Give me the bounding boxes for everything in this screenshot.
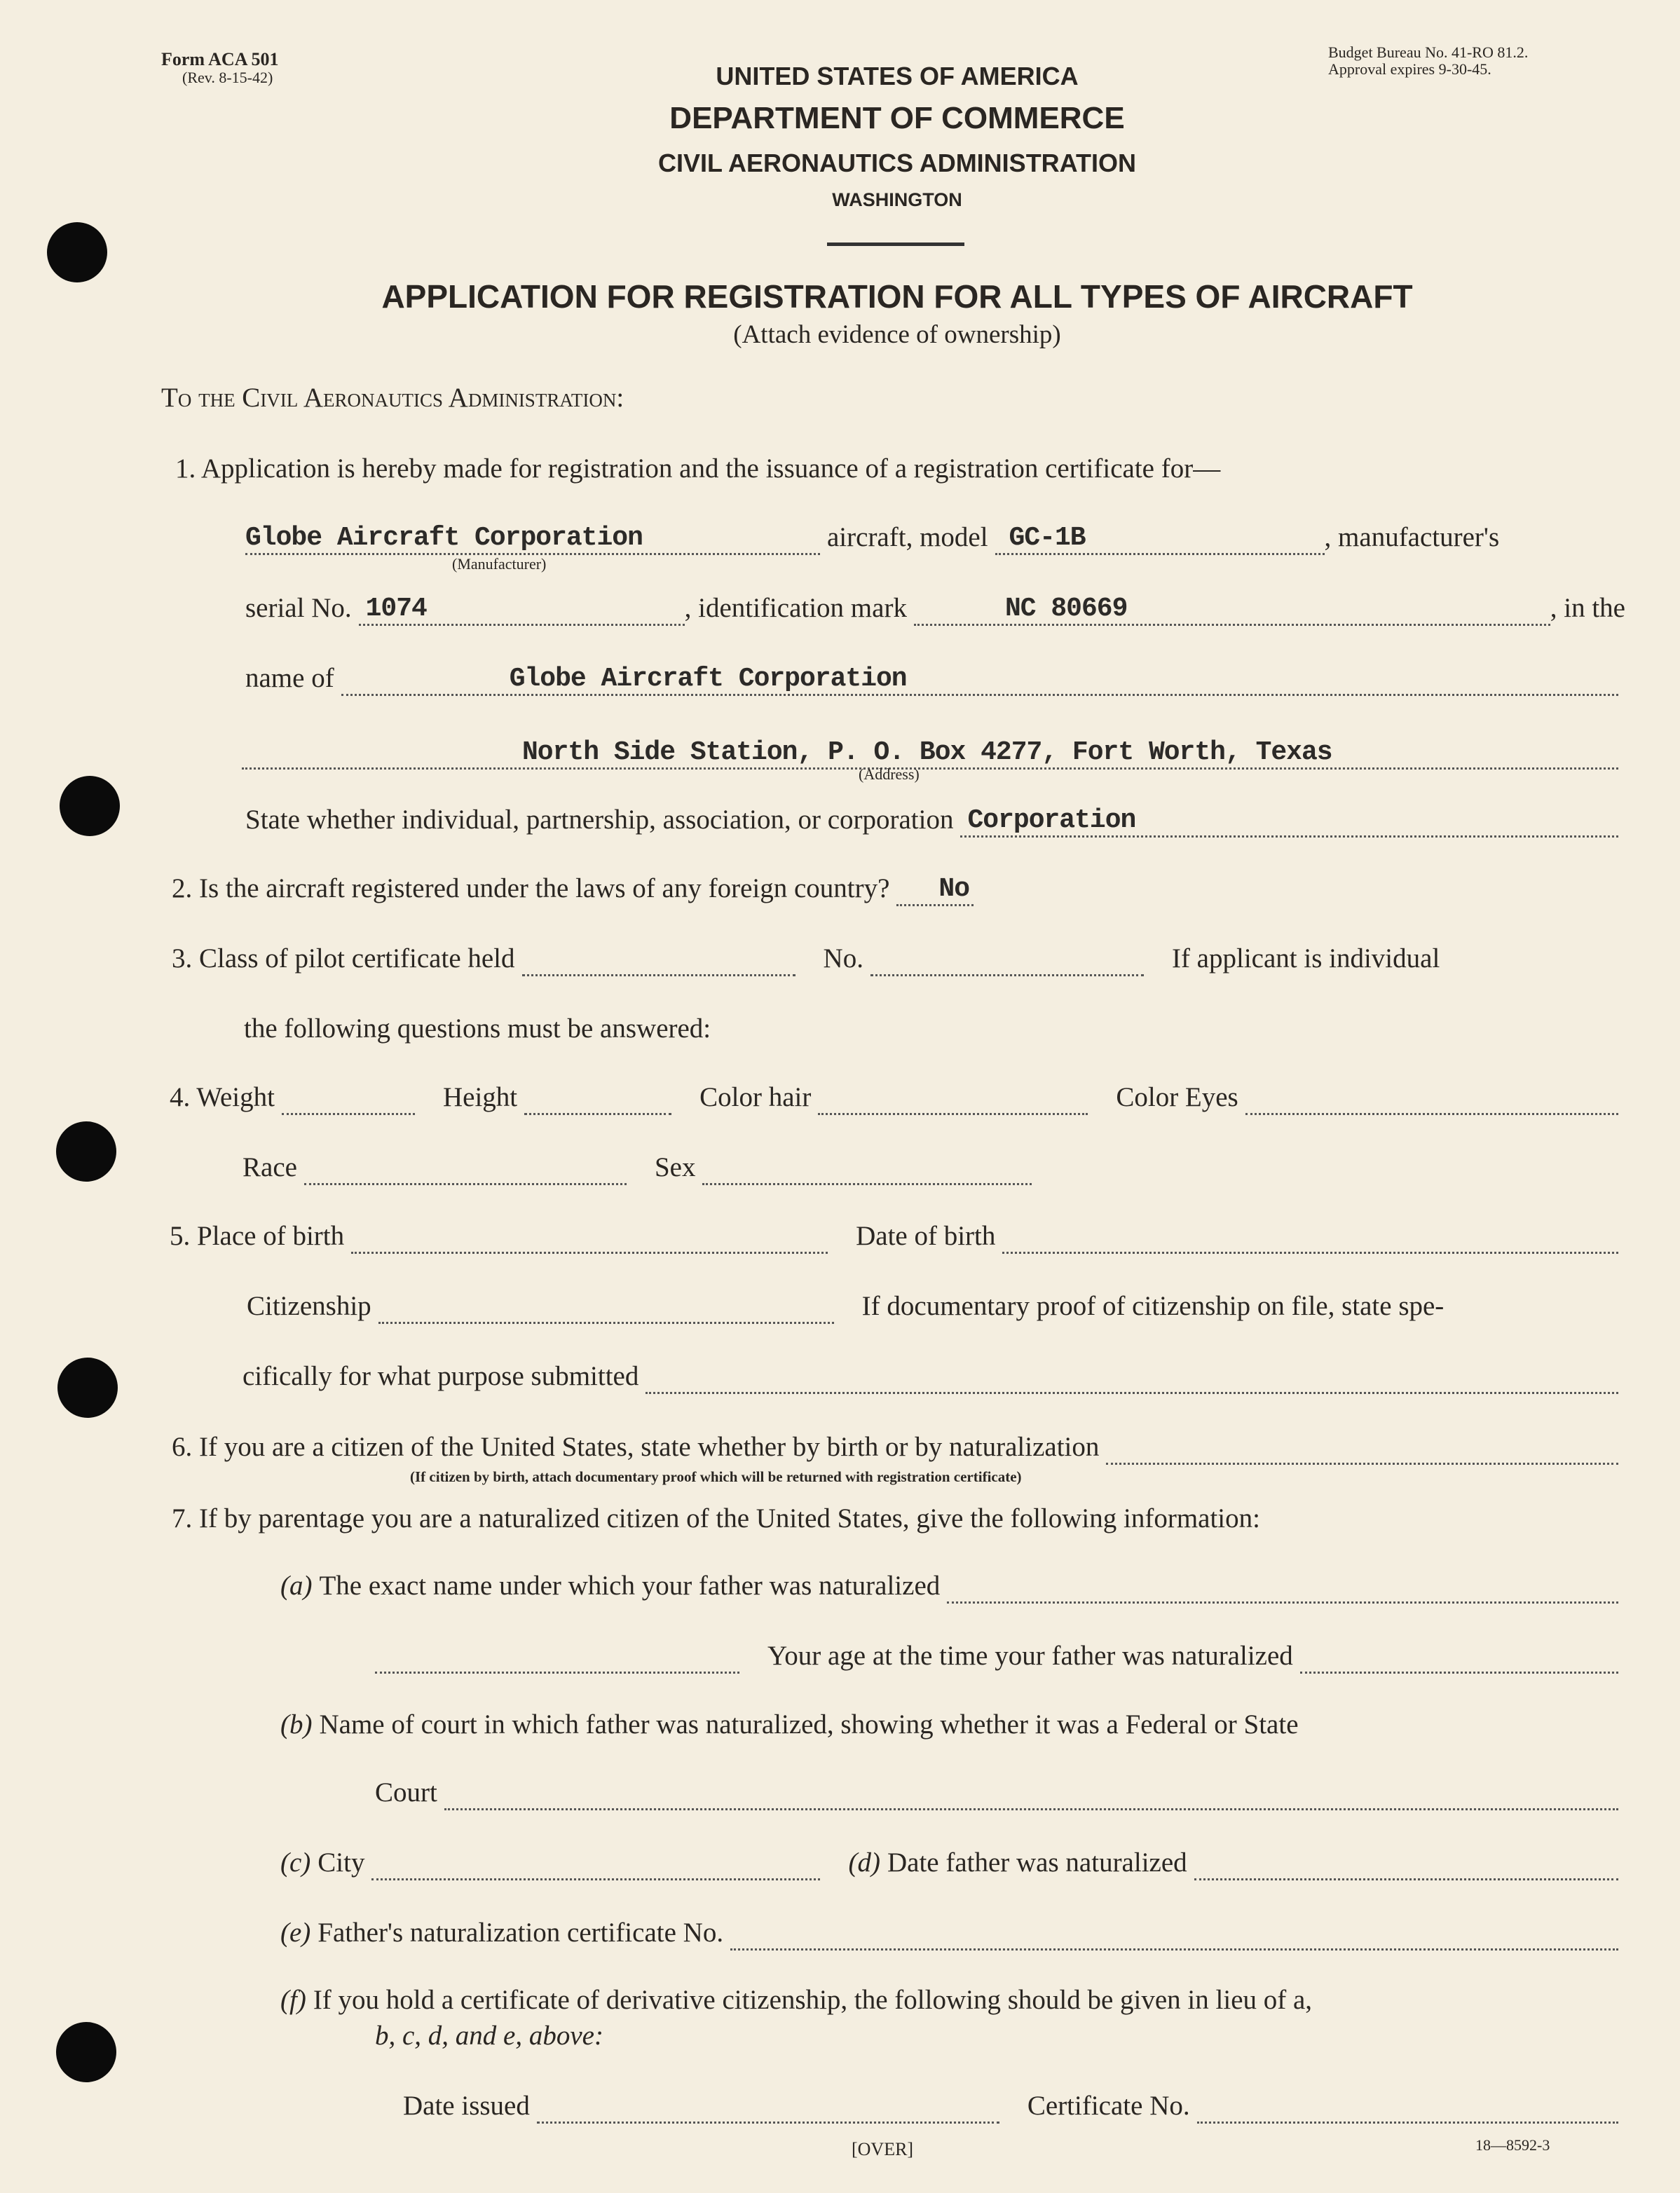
manufacturer-field[interactable]: Globe Aircraft Corporation (245, 529, 820, 555)
binder-hole (56, 2022, 116, 2082)
q1-state-row: State whether individual, partnership, association, or corporation Corporation (245, 802, 1625, 838)
q7b-court-row: Court (375, 1775, 1625, 1810)
q1-name-row: name of Globe Aircraft Corporation (245, 661, 1625, 696)
q1-intro: 1. Application is hereby made for registration and the issuance of a registration certificate for— (175, 453, 1221, 484)
father-name-field[interactable] (947, 1578, 1618, 1604)
q5-row3: cifically for what purpose submitted (243, 1359, 1625, 1394)
q7f-date-row: Date issued Certificate No. (403, 2089, 1625, 2124)
proof-purpose-field[interactable] (646, 1368, 1618, 1394)
q5-row: 5. Place of birth Date of birth (170, 1219, 1625, 1254)
model-field[interactable]: GC-1B (995, 529, 1325, 555)
q7b-row: (b) Name of court in which father was naturalized, showing whether it was a Federal or State (280, 1709, 1299, 1740)
form-revision: (Rev. 8-15-42) (182, 69, 273, 86)
pilot-cert-no-field[interactable] (870, 950, 1144, 976)
city-field[interactable] (371, 1854, 820, 1880)
father-certificate-field[interactable] (730, 1925, 1618, 1951)
race-field[interactable] (304, 1159, 627, 1185)
q1-address-row (242, 735, 1625, 770)
form-title: APPLICATION FOR REGISTRATION FOR ALL TYPES OF AIRCRAFT (381, 278, 1413, 315)
q6-row: 6. If you are a citizen of the United States, state whether by birth or by naturalization (172, 1430, 1625, 1465)
eye-color-field[interactable] (1245, 1089, 1618, 1115)
birthdate-field[interactable] (1002, 1228, 1618, 1254)
q7e-row: (e) Father's naturalization certificate No. (280, 1915, 1625, 1951)
foreign-registration-field[interactable]: No (896, 880, 974, 906)
form-subtitle: (Attach evidence of ownership) (733, 320, 1061, 349)
header-city: WASHINGTON (832, 189, 962, 210)
binder-hole (60, 776, 120, 836)
naturalization-date-field[interactable] (1194, 1854, 1618, 1880)
form-code: 18—8592-3 (1475, 2136, 1550, 2154)
q7a-row: (a) The exact name under which your father was naturalized (280, 1569, 1625, 1604)
age-spacer (375, 1648, 739, 1674)
header-rule (827, 242, 964, 246)
q4-row: 4. Weight Height Color hair Color Eyes (170, 1080, 1625, 1115)
binder-hole (47, 222, 107, 282)
q7-row: 7. If by parentage you are a naturalized citizen of the United States, give the following information: (172, 1503, 1260, 1533)
binder-hole (56, 1121, 116, 1182)
q5-row2: Citizenship If documentary proof of citizenship on file, state spe- (247, 1289, 1625, 1324)
q1-manufacturer-row: Globe Aircraft Corporation aircraft, model GC-1B , manufacturer's (245, 520, 1625, 555)
q7a-age-row: Your age at the time your father was naturalized (375, 1639, 1625, 1674)
age-at-naturalization-field[interactable] (1300, 1648, 1618, 1674)
citizenship-basis-field[interactable] (1106, 1439, 1618, 1465)
court-field[interactable] (444, 1784, 1618, 1810)
sex-field[interactable] (702, 1159, 1032, 1185)
citizenship-field[interactable] (378, 1298, 834, 1324)
certificate-no-field[interactable] (1197, 2098, 1618, 2124)
q3-row: 3. Class of pilot certificate held No. If applicant is individual (172, 941, 1625, 976)
over-note: [OVER] (852, 2139, 914, 2159)
addressee: To the Civil Aeronautics Administration: (161, 383, 624, 413)
address-caption: (Address) (859, 765, 920, 783)
manufacturer-caption: (Manufacturer) (452, 555, 547, 573)
identification-mark-field[interactable]: NC 80669 (914, 600, 1550, 626)
serial-field[interactable]: 1074 (359, 600, 685, 626)
q1-serial-row: serial No. 1074 , identification mark NC 80669 , in the (245, 591, 1625, 626)
height-field[interactable] (524, 1089, 671, 1115)
header-country: UNITED STATES OF AMERICA (716, 62, 1079, 90)
header-department: DEPARTMENT OF COMMERCE (669, 101, 1125, 135)
q2-row: 2. Is the aircraft registered under the laws of any foreign country? No (172, 871, 981, 906)
q3-following: the following questions must be answered: (244, 1013, 711, 1044)
birthplace-field[interactable] (351, 1228, 828, 1254)
entity-type-field[interactable]: Corporation (960, 812, 1618, 838)
q7f-row2: b, c, d, and e, above: (375, 2021, 603, 2051)
approval-expires: Approval expires 9-30-45. (1328, 60, 1491, 78)
q7f-row: (f) If you hold a certificate of derivative citizenship, the following should be given in lieu of a, (280, 1985, 1313, 2015)
pilot-class-field[interactable] (522, 950, 795, 976)
form-number: Form ACA 501 (161, 49, 279, 69)
address-field[interactable]: North Side Station, P. O. Box 4277, Fort Worth, Texas (242, 744, 1618, 770)
owner-name-field[interactable]: Globe Aircraft Corporation (341, 670, 1618, 696)
budget-bureau: Budget Bureau No. 41-RO 81.2. (1328, 43, 1529, 61)
q4-row2: Race Sex (243, 1150, 1039, 1185)
hair-color-field[interactable] (818, 1089, 1088, 1115)
binder-hole (57, 1358, 118, 1418)
q7cd-row: (c) City (d) Date father was naturalized (280, 1845, 1625, 1880)
q6-note: (If citizen by birth, attach documentary proof which will be returned with registration certificate) (410, 1468, 1022, 1485)
weight-field[interactable] (282, 1089, 415, 1115)
header-administration: CIVIL AERONAUTICS ADMINISTRATION (658, 149, 1136, 177)
date-issued-field[interactable] (537, 2098, 999, 2124)
